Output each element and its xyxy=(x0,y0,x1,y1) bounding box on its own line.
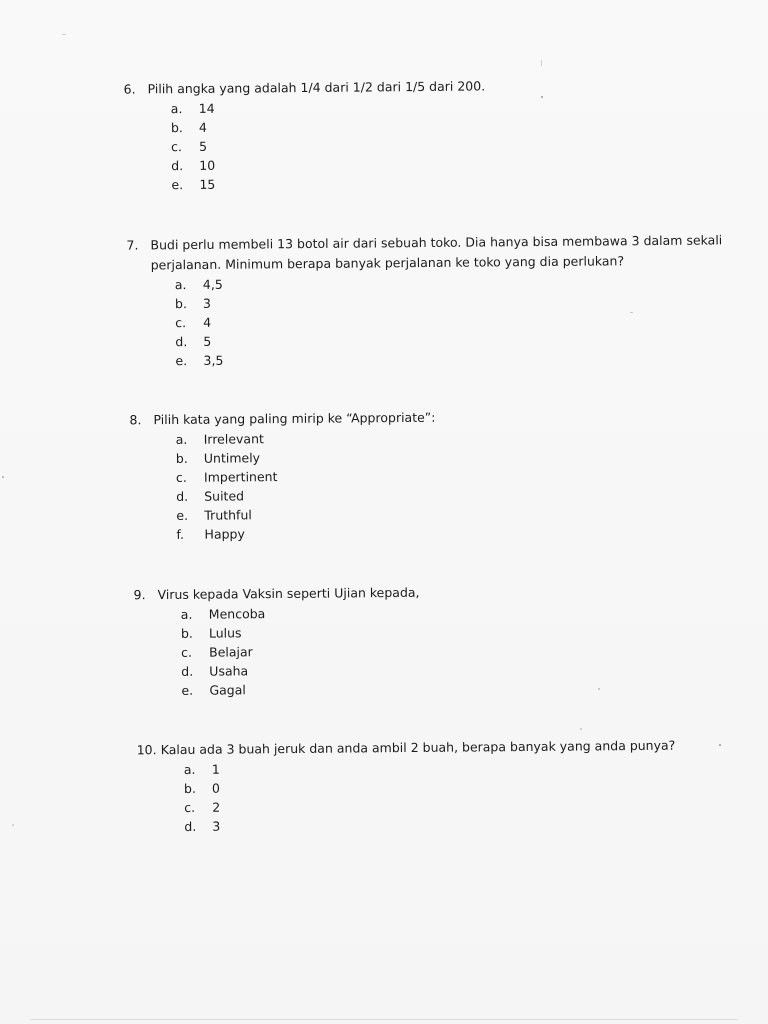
option-letter: e. xyxy=(181,682,194,698)
option-letter: c. xyxy=(184,799,196,815)
question-header xyxy=(134,583,420,605)
question-number: 9. xyxy=(133,587,146,603)
answer-options xyxy=(130,428,437,545)
option-text: 5 xyxy=(199,138,208,154)
option-text: 4 xyxy=(203,314,212,330)
answer-option xyxy=(181,660,420,681)
question-number: 6. xyxy=(123,81,136,97)
option-text: Usaha xyxy=(209,663,249,679)
page-bottom-edge xyxy=(30,1019,738,1020)
option-text: Happy xyxy=(204,526,245,542)
scan-speck xyxy=(541,60,542,66)
answer-option xyxy=(181,679,420,700)
option-text: 0 xyxy=(211,780,221,796)
option-letter: b. xyxy=(170,120,183,136)
answer-options xyxy=(124,96,486,194)
option-text: 2 xyxy=(212,799,221,815)
question-8 xyxy=(129,408,436,545)
option-letter: e. xyxy=(176,507,189,523)
question-10 xyxy=(137,736,676,837)
answer-option xyxy=(175,346,723,370)
option-letter: c. xyxy=(175,315,187,331)
option-text: 3,5 xyxy=(203,352,224,368)
option-text: 3 xyxy=(202,295,212,311)
option-text: Mencoba xyxy=(208,606,266,622)
option-letter: a. xyxy=(183,761,196,777)
answer-options xyxy=(137,756,676,837)
answer-options xyxy=(134,603,421,700)
question-6 xyxy=(124,76,487,194)
question-number: 10. xyxy=(136,742,157,758)
option-text: Untimely xyxy=(203,450,261,466)
answer-option xyxy=(181,603,420,624)
option-letter: c. xyxy=(181,644,193,660)
scan-speck xyxy=(630,312,633,313)
answer-option xyxy=(181,641,420,662)
answer-option xyxy=(176,485,436,506)
question-text: Budi perlu membeli 13 botol air dari sebuah toko. Dia hanya bisa membawa 3 dalam sekali xyxy=(150,232,723,253)
answer-option xyxy=(176,466,436,487)
scan-speck xyxy=(598,688,600,690)
option-text: Belajar xyxy=(209,644,253,660)
option-text: Irrelevant xyxy=(203,431,264,447)
option-letter: d. xyxy=(184,818,197,834)
scan-speck xyxy=(62,34,66,35)
question-number: 7. xyxy=(126,237,139,253)
question-9 xyxy=(134,583,421,700)
option-letter: e. xyxy=(171,177,184,193)
option-text: 4 xyxy=(198,119,207,135)
option-letter: d. xyxy=(171,158,184,174)
option-letter: b. xyxy=(180,625,193,641)
option-letter: e. xyxy=(175,353,188,369)
option-text: Lulus xyxy=(208,625,242,641)
question-7 xyxy=(126,230,723,370)
option-text: 3 xyxy=(212,818,221,834)
answer-option xyxy=(176,523,436,544)
option-text: 15 xyxy=(199,176,216,192)
scan-speck xyxy=(719,744,721,746)
option-text: 14 xyxy=(198,100,215,116)
option-letter: b. xyxy=(175,450,188,466)
option-letter: f. xyxy=(176,526,185,542)
answer-option xyxy=(184,813,676,836)
option-letter: a. xyxy=(170,101,183,117)
question-text: Kalau ada 3 buah jeruk dan anda ambil 2 buah, berapa banyak yang anda punya? xyxy=(160,737,676,758)
option-text: 10 xyxy=(199,157,216,173)
option-text: Suited xyxy=(204,488,245,504)
question-header xyxy=(129,408,435,431)
scan-speck xyxy=(12,824,14,826)
option-text: 4,5 xyxy=(202,276,223,292)
answer-option xyxy=(171,172,486,194)
option-text: 5 xyxy=(203,333,212,349)
question-text: Virus kepada Vaksin seperti Ujian kepada, xyxy=(157,584,420,603)
option-text: Gagal xyxy=(209,682,246,698)
option-letter: d. xyxy=(175,334,188,350)
scan-speck xyxy=(541,96,543,98)
answer-option xyxy=(176,504,436,525)
answer-option xyxy=(181,622,420,643)
scan-speck xyxy=(2,476,4,478)
option-letter: b. xyxy=(174,296,188,312)
option-letter: a. xyxy=(174,277,187,293)
option-letter: d. xyxy=(176,488,189,504)
option-text: Impertinent xyxy=(203,469,278,485)
question-text: Pilih kata yang paling mirip ke “Appropriate”: xyxy=(153,409,436,428)
option-letter: a. xyxy=(175,431,188,447)
answer-option xyxy=(176,428,436,449)
option-letter: a. xyxy=(180,606,193,622)
question-text-continued: perjalanan. Minimum berapa banyak perjalanan ke toko yang dia perlukan? xyxy=(150,253,625,273)
question-text: Pilih angka yang adalah 1/4 dari 1/2 dari 1/5 dari 200. xyxy=(147,78,486,97)
answer-option xyxy=(176,447,436,468)
question-header xyxy=(124,76,486,99)
option-letter: c. xyxy=(171,139,183,155)
option-letter: d. xyxy=(181,663,194,679)
answer-options xyxy=(127,270,724,370)
option-letter: b. xyxy=(183,780,196,796)
question-number: 8. xyxy=(129,412,142,428)
scan-speck xyxy=(580,728,582,730)
option-text: Truthful xyxy=(204,507,252,523)
option-letter: c. xyxy=(175,469,187,485)
option-text: 1 xyxy=(211,761,220,777)
